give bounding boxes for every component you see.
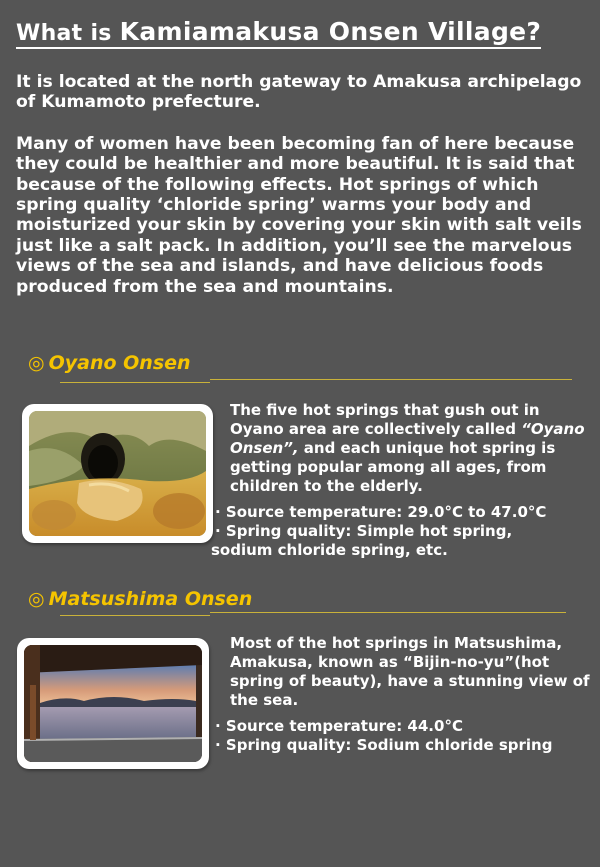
matsushima-photo-illustration [24, 645, 202, 762]
oyano-heading-text: Oyano Onsen [48, 352, 191, 374]
matsushima-heading [28, 588, 252, 610]
oyano-cave-bath-photo [29, 411, 206, 536]
matsushima-source-temperature: · Source temperature: 44.0°C [215, 717, 463, 735]
matsushima-photo-frame [17, 638, 209, 769]
oyano-desc-emphasis: “Oyano Onsen”, [230, 420, 585, 457]
oyano-desc-part-b: and each unique hot spring is getting popular among all ages, from children to the elderly. [230, 439, 556, 495]
matsushima-heading-text: Matsushima Onsen [48, 588, 253, 610]
oyano-heading [28, 352, 191, 374]
double-circle-icon: ◎ [28, 352, 45, 374]
matsushima-spring-quality: · Spring quality: Sodium chloride spring [215, 736, 553, 754]
oyano-spring-quality-cont: sodium chloride spring, etc. [211, 541, 448, 559]
oyano-source-temperature: · Source temperature: 29.0°C to 47.0°C [215, 503, 547, 521]
oyano-photo-illustration [29, 411, 206, 536]
oyano-photo-frame [22, 404, 213, 543]
title-prefix: What is [16, 21, 120, 46]
matsushima-description: Most of the hot springs in Matsushima, Amakusa, known as “Bijin-no-yu”(hot spring of beauty), have a stunning view of the sea. [230, 634, 590, 709]
oyano-desc-part-a: The five hot springs that gush out in Oyano area are collectively called [230, 401, 540, 438]
matsushima-underline [60, 615, 210, 616]
oyano-description [230, 401, 592, 496]
matsushima-sea-view-photo [24, 645, 202, 762]
title-name: Kamiamakusa Onsen Village? [119, 17, 542, 46]
matsushima-divider-rule [210, 612, 566, 613]
oyano-spring-quality: · Spring quality: Simple hot spring, [215, 522, 513, 540]
page-title [16, 18, 541, 49]
intro-text [16, 72, 586, 297]
intro-paragraph-benefits: Many of women have been becoming fan of here because they could be healthier and more beautiful. It is said that because of the following effects. Hot springs of which spring quality ‘chloride spring’ warms your body and moisturized your skin by covering your skin with salt veils just like a salt pack. In addition, you’ll see the marvelous views of the sea and islands, and have delicious foods produced from the sea and mountains. [16, 133, 582, 297]
double-circle-icon: ◎ [28, 588, 45, 610]
oyano-underline [60, 382, 210, 383]
intro-paragraph-location: It is located at the north gateway to Amakusa archipelago of Kumamoto prefecture. [16, 72, 582, 113]
oyano-divider-rule [210, 379, 572, 380]
